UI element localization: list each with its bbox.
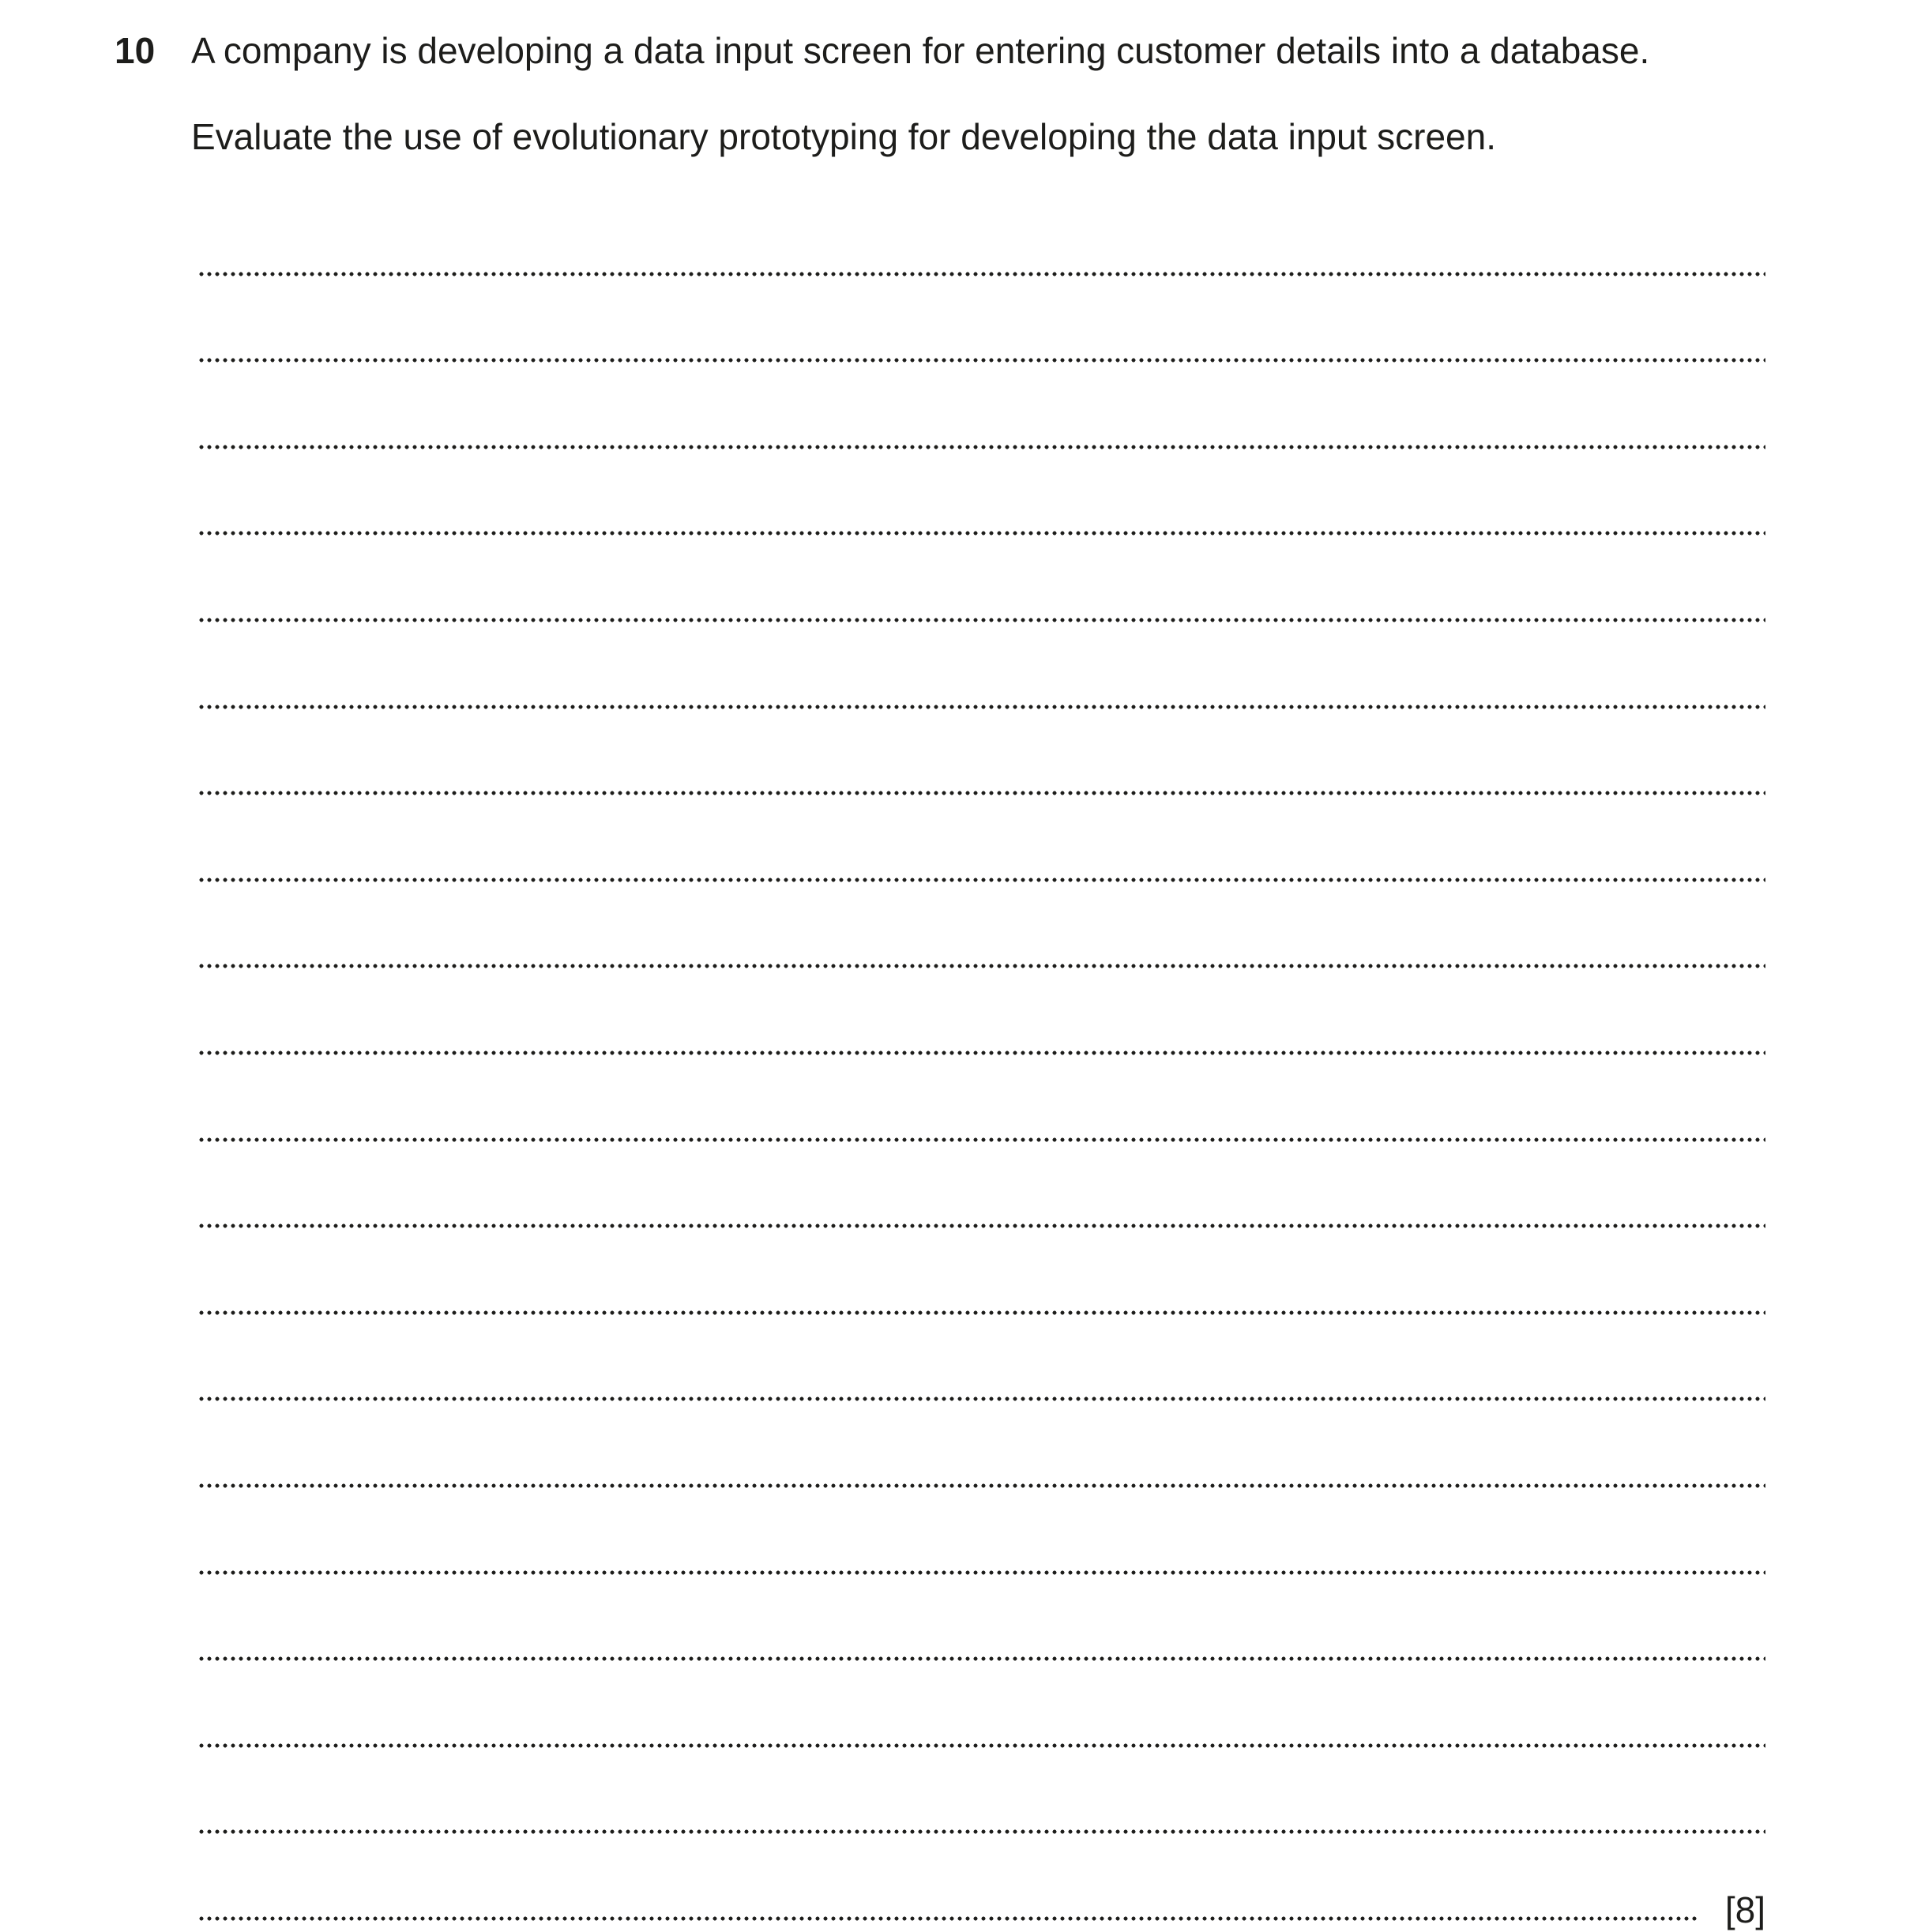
- answer-line[interactable]: [197, 1142, 1765, 1229]
- answer-line[interactable]: [197, 1315, 1765, 1402]
- answer-line[interactable]: [197, 1661, 1765, 1748]
- answer-line[interactable]: [197, 190, 1765, 276]
- answer-line[interactable]: [197, 363, 1765, 449]
- answer-line[interactable]: [197, 968, 1765, 1055]
- answer-line[interactable]: [197, 622, 1765, 709]
- answer-line[interactable]: [197, 1834, 1765, 1930]
- answer-line[interactable]: [197, 1401, 1765, 1488]
- question-number: 10: [115, 30, 156, 71]
- answer-line[interactable]: [197, 1748, 1765, 1835]
- answer-line[interactable]: [197, 795, 1765, 882]
- answer-area[interactable]: [197, 190, 1765, 1930]
- answer-line[interactable]: [197, 536, 1765, 622]
- answer-line[interactable]: [197, 1575, 1765, 1662]
- answer-line[interactable]: [197, 276, 1765, 363]
- dotted-rule: [197, 1916, 1699, 1921]
- marks-allocation: [8]: [1724, 1889, 1765, 1930]
- answer-line[interactable]: [197, 709, 1765, 796]
- question-instruction: Evaluate the use of evolutionary prototyping for developing the data input screen.: [191, 116, 1496, 157]
- answer-line[interactable]: [197, 1488, 1765, 1575]
- answer-line[interactable]: [197, 1055, 1765, 1142]
- answer-line[interactable]: [197, 882, 1765, 969]
- question-stem: A company is developing a data input screen for entering customer details into a database.: [191, 30, 1650, 71]
- answer-line[interactable]: [197, 449, 1765, 536]
- answer-line[interactable]: [197, 1228, 1765, 1315]
